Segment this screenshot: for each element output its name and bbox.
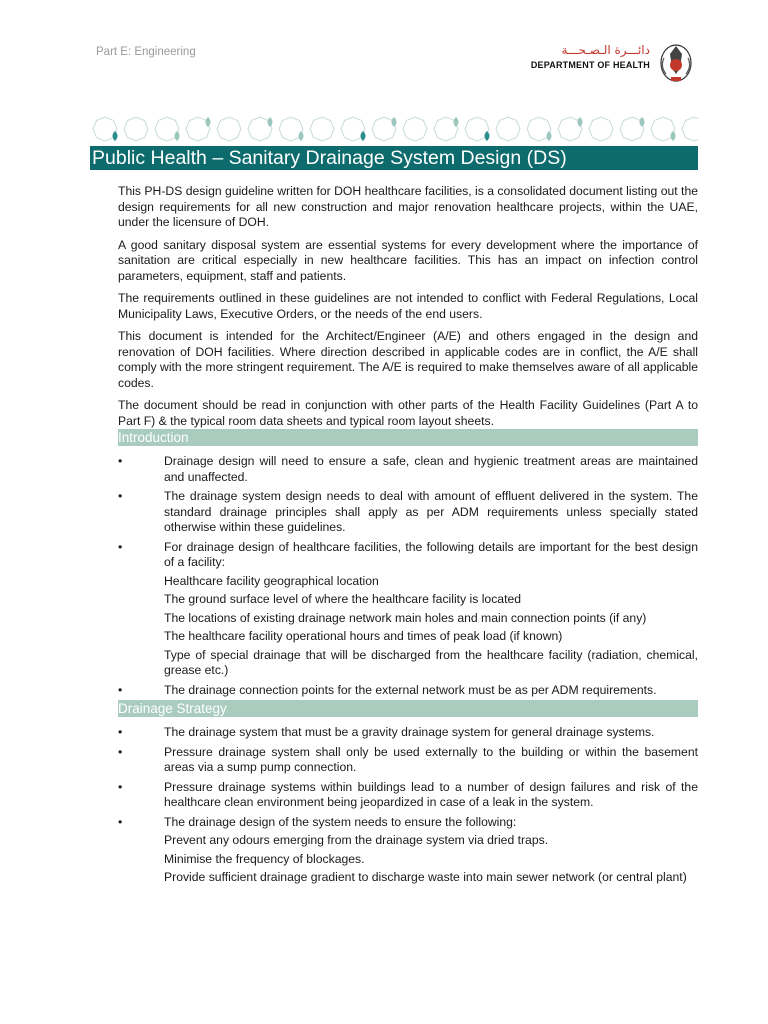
sub-item: The ground surface level of where the healthcare facility is located [164,592,522,606]
bullet-text: Drainage design will need to ensure a safe, clean and hygienic treatment areas are maintained and unaffected. [164,454,698,484]
list-item [118,540,698,679]
bullet-text: For drainage design of healthcare facilities, the following details are important for the best design of a facility: [164,539,698,569]
drainage-strategy-bullet-list [118,725,698,886]
falcon-emblem-icon [656,38,696,84]
list-item [118,780,698,811]
header-part-label: Part E: Engineering [96,46,196,58]
introduction-bullet-list [118,454,698,698]
bullet-text: The drainage connection points for the external network must be as per ADM requirements. [164,682,657,697]
department-of-health-logo [530,38,696,84]
page-title: Public Health – Sanitary Drainage System Design (DS) [92,147,567,169]
document-body [118,184,698,890]
title-bar [90,146,698,170]
section-heading-introduction: Introduction [118,429,698,446]
sub-item: The locations of existing drainage network main holes and main connection points (if any) [164,610,647,625]
bullet-text: The drainage system design needs to deal with amount of effluent delivered in the system. The standard drainage principles shall apply as per ADM requirements unless specially stated otherwise within these guidelines. [164,489,698,534]
bullet-text: Pressure drainage system shall only be used externally to the building or within the basement areas via a sump pump connection. [164,744,698,774]
decorative-pattern-band [90,112,698,146]
section-heading-drainage-strategy: Drainage Strategy [118,700,698,717]
bullet-text: Pressure drainage systems within buildings lead to a number of design failures and risk of the healthcare clean environment being jeopardized in case of a leak in the system. [164,779,698,809]
list-item [118,454,698,485]
sub-item: Type of special drainage that will be discharged from the healthcare facility (radiation, chemical, grease etc.) [164,647,698,677]
list-item [118,725,698,741]
intro-paragraph: This PH-DS design guideline written for DOH healthcare facilities, is a consolidated document listing out the design requirements for all new construction and major renovation healthcare projects, within the UAE, under the licensure of DOH. [118,184,698,229]
bullet-text: The drainage design of the system needs to ensure the following: [164,814,517,829]
intro-paragraph: A good sanitary disposal system are essential systems for every development where the importance of sanitation are critical especially in new healthcare facilities. This has an impact on infection control parameters, equipment, staff and patients. [118,237,698,283]
logo-english-text: DEPARTMENT OF HEALTH [530,60,650,70]
intro-paragraph: The requirements outlined in these guidelines are not intended to conflict with Federal Regulations, Local Municipality Laws, Executive Orders, or the needs of the end users. [118,291,698,321]
list-item [118,683,698,699]
sub-item: Healthcare facility geographical location [164,573,379,588]
intro-paragraph: This document is intended for the Architect/Engineer (A/E) and others engaged in the design and renovation of DOH facilities. Where direction described in applicable codes are in conflict, the A/E shall comply with the more stringent requirement. The A/E is required to make themselves aware of all applicable codes. [118,329,698,390]
sub-item: Prevent any odours emerging from the drainage system via dried traps. [164,833,549,847]
bullet-text: The drainage system that must be a gravity drainage system for general drainage systems. [164,725,655,739]
sub-item: Minimise the frequency of blockages. [164,851,365,866]
logo-arabic-text: دائـــرة الـصـحـــة [561,43,650,57]
list-item [118,745,698,776]
intro-paragraph: The document should be read in conjunction with other parts of the Health Facility Guidelines (Part A to Part F) & the typical room data sheets and typical room layout sheets. [118,398,698,428]
sub-item: Provide sufficient drainage gradient to discharge waste into main sewer network (or central plant) [164,870,687,884]
list-item [118,489,698,536]
sub-item: The healthcare facility operational hours and times of peak load (if known) [164,629,563,643]
list-item [118,815,698,886]
